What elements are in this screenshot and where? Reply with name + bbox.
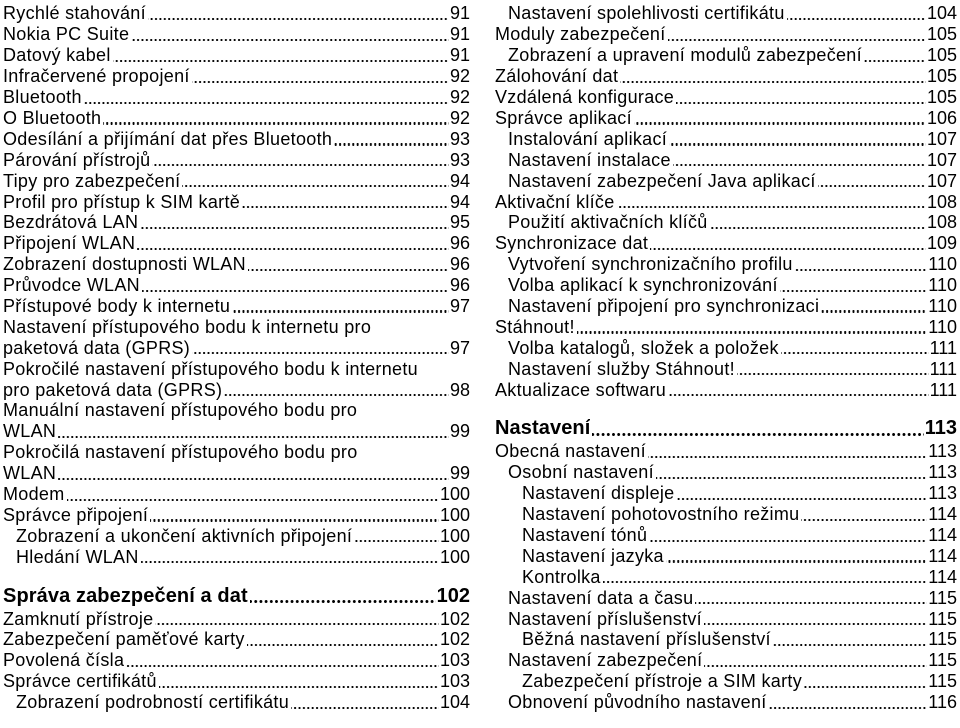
page-number: 92 [449,107,470,128]
toc-entry [3,505,470,526]
entry-title: WLAN [3,421,57,442]
toc-entry [495,525,957,546]
dot-leader [291,707,439,709]
toc-entry [495,462,957,483]
chapter-title: Správa zabezpečení a dat [3,584,248,607]
dot-leader [247,644,439,646]
dot-leader [577,331,928,333]
entry-title: Nastavení služby Stáhnout! [508,358,735,379]
entry-title: Profil pro přístup k SIM kartě [3,191,241,212]
entry-title: Nastavení připojení pro synchronizaci [508,295,820,316]
page-number: 95 [449,212,470,233]
entry-title: Nastavení tónů [522,524,648,545]
toc-entry [3,24,470,45]
page-number: 94 [449,191,470,212]
toc-entry [495,150,957,171]
page-number: 110 [928,295,957,316]
dot-leader [666,560,927,562]
entry-title: Správce připojení [3,504,149,525]
toc-entry [3,150,470,171]
page-number: 97 [449,337,470,358]
toc-entry [495,317,957,338]
chapter-entry [495,416,957,441]
toc-entry [495,359,957,380]
dot-leader [192,352,449,354]
page-number: 105 [926,45,957,66]
page-number: 92 [449,66,470,87]
entry-title: Nastavení příslušenství [508,608,702,629]
dot-leader [224,394,449,396]
entry-title: Nastavení displeje [522,483,675,504]
page-number: 100 [439,546,470,567]
dot-leader [148,18,449,20]
dot-leader [142,290,449,292]
entry-title: Volba aplikací k synchronizování [508,275,778,296]
dot-leader [677,498,928,500]
entry-title: Nastavení spolehlivosti certifikátu [508,3,785,24]
entry-title: Obecná nastavení [495,441,646,462]
page-number: 104 [926,3,957,24]
page-number: 114 [928,566,957,587]
toc-entry [3,484,470,505]
page-number: 111 [929,358,957,379]
page-number: 107 [926,128,957,149]
chapter-page-number: 113 [924,417,957,440]
dot-leader [787,18,926,20]
page-number: 107 [926,149,957,170]
page-number: 110 [928,316,957,337]
entry-title: Zobrazení podrobností certifikátu [16,692,290,713]
toc-entry [3,547,470,568]
entry-title: Zabezpečení paměťové karty [3,629,245,650]
dot-leader [673,164,926,166]
page-number: 103 [439,671,470,692]
entry-title: Kontrolka [522,566,601,587]
toc-entry [3,45,470,66]
toc-entry [495,546,957,567]
dot-leader [704,623,927,625]
page-number: 103 [439,650,470,671]
entry-title: Přístupové body k internetu [3,295,231,316]
toc-entry [495,609,957,630]
toc-entry [495,129,957,150]
dot-leader [818,185,926,187]
entry-title: Zamknutí přístroje [3,608,154,629]
entry-title: Nastavení přístupového bodu k internetu pro [3,316,372,337]
dot-leader [710,227,926,229]
toc-column-left [3,4,470,714]
dot-leader [103,122,449,124]
page-number: 115 [928,587,957,608]
entry-title: Vzdálená konfigurace [495,87,675,108]
dot-leader [617,206,926,208]
chapter-entry [3,584,470,609]
toc-entry [3,254,470,275]
page-number: 106 [926,107,957,128]
dot-leader [649,540,927,542]
dot-leader [58,478,449,480]
entry-title: Stáhnout! [495,316,575,337]
toc-entry [495,441,957,462]
page-number: 114 [928,545,957,566]
page-number: 110 [928,254,957,275]
dot-leader [781,352,929,354]
page-number: 93 [449,149,470,170]
page-number: 99 [449,463,470,484]
page-number: 114 [928,504,957,525]
toc-entry-line [3,338,470,359]
dot-leader [248,269,449,271]
entry-title: Vytvoření synchronizačního profilu [508,254,793,275]
page-number: 94 [449,170,470,191]
dot-leader [232,310,449,312]
toc-entry [495,380,957,401]
chapter-title: Nastavení [495,417,591,440]
page-number: 111 [929,337,957,358]
entry-title: Nastavení jazyka [522,545,664,566]
entry-title: Modem [3,483,65,504]
page-number: 100 [439,525,470,546]
entry-title: Zabezpečení přístroje a SIM karty [522,671,803,692]
dot-leader [155,623,439,625]
toc-entry [495,212,957,233]
dot-leader [131,39,449,41]
toc-entry-line [3,380,470,401]
toc-entry-line [3,400,470,421]
dot-leader [603,581,928,583]
toc-entry [3,692,470,713]
dot-leader [795,269,928,271]
page-number: 113 [928,441,957,462]
dot-leader [354,540,439,542]
dot-leader [150,519,439,521]
entry-title: Instalování aplikací [508,128,668,149]
toc-entry [495,108,957,129]
page-number: 96 [449,275,470,296]
entry-title: Volba katalogů, složek a položek [508,337,779,358]
page-number: 115 [928,650,957,671]
page-number: 114 [928,524,957,545]
dot-leader [821,310,927,312]
entry-title: Připojení WLAN [3,233,136,254]
toc-entry [495,483,957,504]
toc-entry [3,650,470,671]
entry-title: Hledání WLAN [16,546,139,567]
entry-title: Běžná nastavení příslušenství [522,629,771,650]
dot-leader [58,436,449,438]
toc-entry [3,87,470,108]
dot-leader [780,290,928,292]
page-number: 105 [926,87,957,108]
entry-title: paketová data (GPRS) [3,337,191,358]
page-number: 98 [449,379,470,400]
entry-title: pro paketová data (GPRS) [3,379,223,400]
page-number: 111 [929,379,957,400]
page-number: 92 [449,87,470,108]
entry-title: Použití aktivačních klíčů [508,212,708,233]
entry-title: Nastavení zabezpečení [508,650,703,671]
page-number: 113 [928,483,957,504]
toc-entry [495,4,957,25]
dot-leader [592,433,923,436]
toc-entry [495,504,957,525]
entry-title: Nastavení instalace [508,149,671,170]
entry-title: O Bluetooth [3,107,102,128]
page-number: 104 [439,692,470,713]
toc-entry [3,66,470,87]
dot-leader [137,248,449,250]
dot-leader [634,122,926,124]
toc-entry [3,212,470,233]
toc-entry [3,275,470,296]
dot-leader [84,102,449,104]
page-number: 102 [439,629,470,650]
toc-entry [495,275,957,296]
toc-entry [495,171,957,192]
entry-title: Moduly zabezpečení [495,24,666,45]
toc-entry [3,629,470,650]
page-number: 91 [449,45,470,66]
toc-entry [495,233,957,254]
dot-leader [159,686,439,688]
toc-column-right [495,4,957,714]
dot-leader [141,561,439,563]
dot-leader [250,600,436,603]
entry-title: Odesílání a přijímání dat přes Bluetooth [3,128,333,149]
entry-title: Zobrazení a upravení modulů zabezpečení [508,45,862,66]
page-number: 91 [449,24,470,45]
entry-title: Nastavení data a času [508,587,694,608]
entry-title: Zobrazení a ukončení aktivních připojení [16,525,353,546]
dot-leader [656,477,927,479]
toc-entry [3,526,470,547]
page-number: 91 [449,3,470,24]
dot-leader [67,499,439,501]
entry-title: Nastavení zabezpečení Java aplikací [508,170,816,191]
chapter-page-number: 102 [436,584,470,607]
entry-title: Rychlé stahování [3,3,146,24]
dot-leader [801,519,927,521]
page-number: 100 [439,483,470,504]
entry-title: Pokročilá nastavení přístupového bodu pro [3,442,358,463]
page-number: 108 [926,212,957,233]
dot-leader [737,373,929,375]
dot-leader [113,60,449,62]
dot-leader [704,665,927,667]
toc-entry [495,296,957,317]
entry-title: Datový kabel [3,45,111,66]
page-number: 97 [449,295,470,316]
dot-leader [182,185,449,187]
dot-leader [668,39,926,41]
toc-entry [495,671,957,692]
page-number: 100 [439,504,470,525]
dot-leader [695,602,927,604]
dot-leader [192,81,449,83]
page-number: 99 [449,421,470,442]
toc-entry [3,671,470,692]
page-number: 93 [449,128,470,149]
toc-entry [3,4,470,25]
entry-title: Bluetooth [3,87,82,108]
toc-entry-line [3,463,470,484]
toc-entry [3,129,470,150]
page-number: 116 [928,692,957,713]
entry-title: Bezdrátová LAN [3,212,139,233]
dot-leader [650,248,926,250]
entry-title: Zálohování dat [495,66,619,87]
page-number: 102 [439,608,470,629]
dot-leader [126,665,439,667]
page-number: 115 [928,671,957,692]
entry-title: Pokročilé nastavení přístupového bodu k internetu [3,358,418,379]
entry-title: Obnovení původního nastavení [508,692,767,713]
toc-entry-line [3,442,470,463]
dot-leader [140,227,449,229]
toc-entry [3,171,470,192]
toc-entry [495,87,957,108]
dot-leader [804,686,927,688]
toc-entry-line [3,359,470,380]
entry-title: Zobrazení dostupnosti WLAN [3,254,246,275]
page-number: 115 [928,629,957,650]
toc-entry [495,650,957,671]
entry-title: Aktivační klíče [495,191,615,212]
toc-entry [495,692,957,713]
entry-title: Nastavení pohotovostního režimu [522,504,800,525]
entry-title: WLAN [3,463,57,484]
dot-leader [334,143,449,145]
entry-title: Nokia PC Suite [3,24,130,45]
dot-leader [620,81,926,83]
toc-entry [3,108,470,129]
toc-entry [3,296,470,317]
dot-leader [152,164,449,166]
entry-title: Správce certifikátů [3,671,157,692]
entry-title: Aktualizace softwaru [495,379,667,400]
entry-title: Tipy pro zabezpečení [3,170,181,191]
dot-leader [864,60,926,62]
toc-entry [495,567,957,588]
toc-entry [3,609,470,630]
dot-leader [769,707,928,709]
toc-entry [495,45,957,66]
page-number: 109 [926,233,957,254]
dot-leader [676,102,926,104]
entry-title: Správce aplikací [495,107,632,128]
page-number: 108 [926,191,957,212]
toc-entry [495,192,957,213]
toc-entry [495,588,957,609]
page-number: 115 [928,608,957,629]
dot-leader [668,394,929,396]
page-number: 105 [926,66,957,87]
page-number: 105 [926,24,957,45]
toc-entry [495,338,957,359]
toc-entry [495,66,957,87]
entry-title: Povolená čísla [3,650,125,671]
entry-title: Infračervené propojení [3,66,190,87]
dot-leader [242,206,449,208]
page-number: 96 [449,254,470,275]
entry-title: Synchronizace dat [495,233,649,254]
toc-entry [3,192,470,213]
entry-title: Párování přístrojů [3,149,151,170]
page-number: 110 [928,275,957,296]
toc-entry [495,254,957,275]
dot-leader [648,456,927,458]
entry-title: Manuální nastavení přístupového bodu pro [3,400,358,421]
toc-entry-line [3,421,470,442]
toc-entry [495,24,957,45]
toc-entry [495,629,957,650]
dot-leader [773,644,927,646]
page-number: 96 [449,233,470,254]
entry-title: Průvodce WLAN [3,275,140,296]
page-number: 107 [926,170,957,191]
dot-leader [669,143,926,145]
page-number: 113 [928,462,957,483]
entry-title: Osobní nastavení [508,462,654,483]
toc-entry [3,233,470,254]
toc-entry-line [3,317,470,338]
